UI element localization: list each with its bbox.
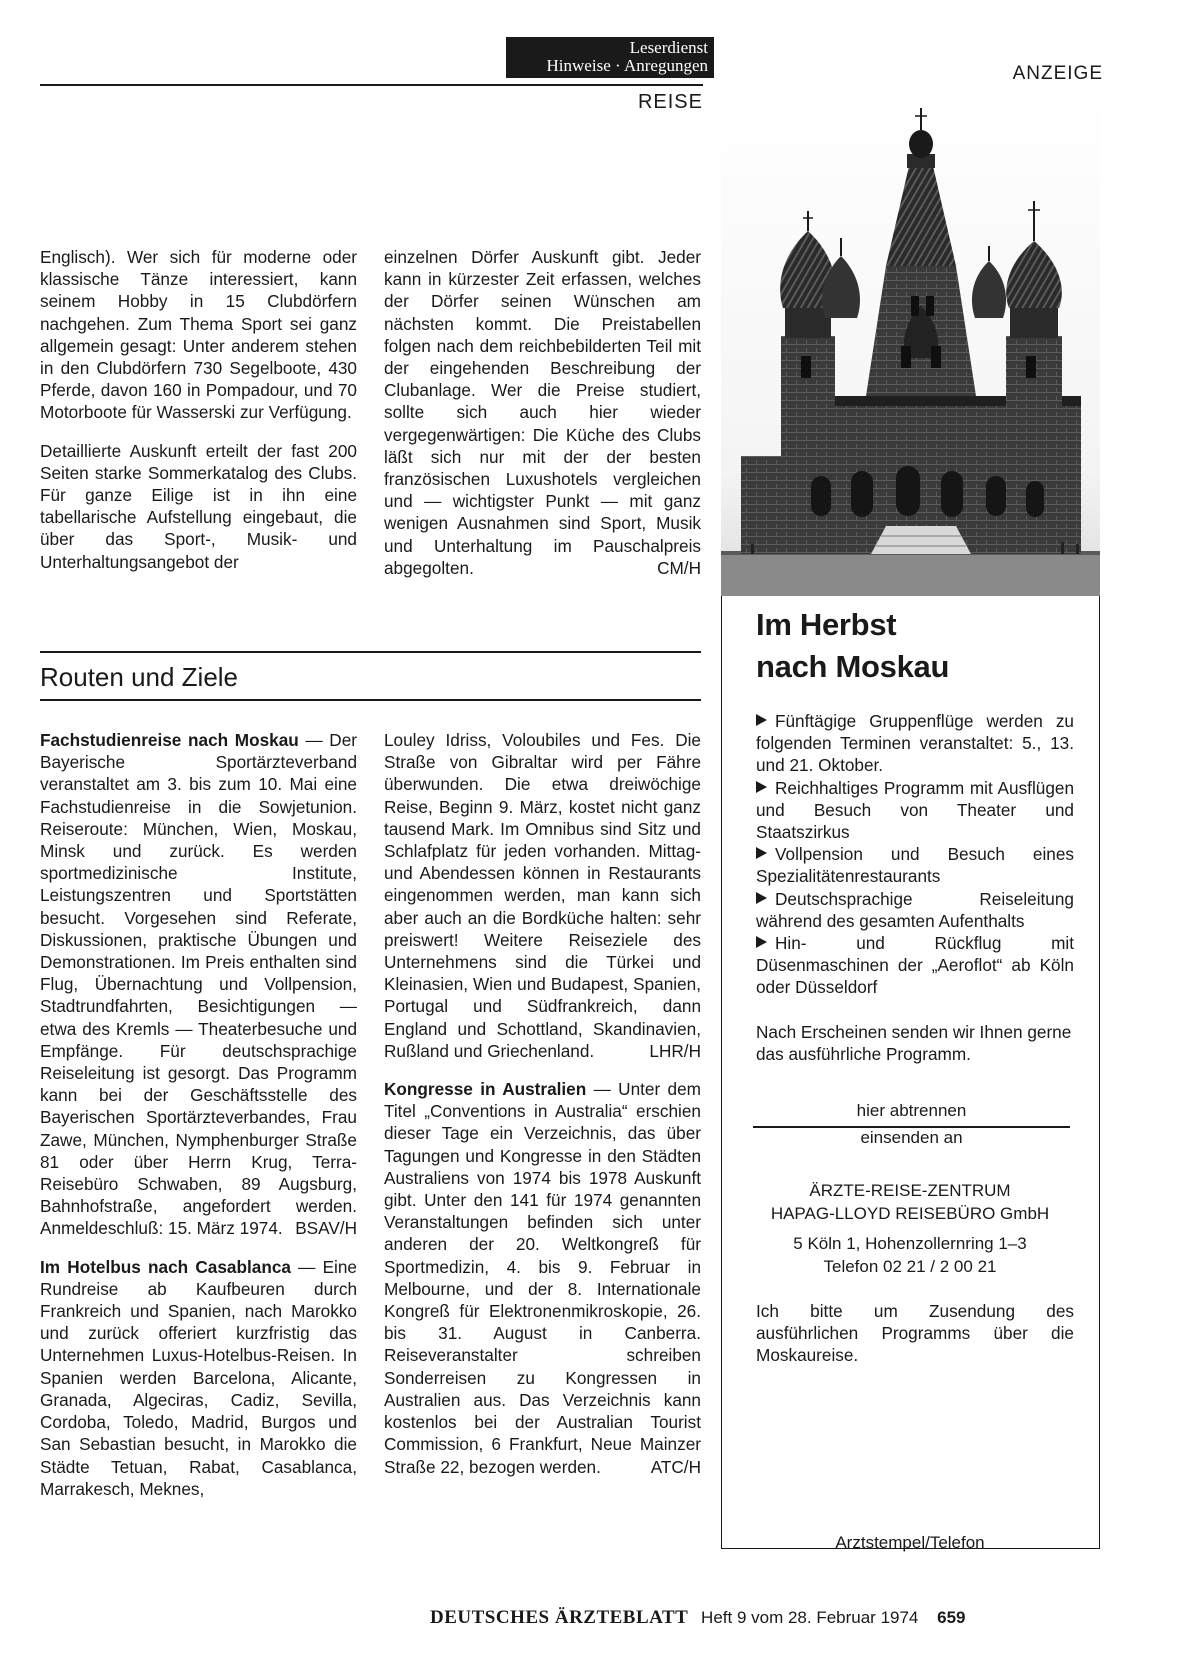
article-body: Der Bayerische Sportärzteverband veranstaltet am 3. bis zum 10. Mai eine Fachstudienreise in die Sowjetunion. Reiseroute: München, Wien, Moskau, Minsk und zurück. Es werden sportmedizinische Institute, Leistungszentren und Sportstätten besucht. Vorgesehen sind Referate, Diskussionen, praktische Übungen und Demonstrationen. Im Preis enthalten sind Flug, Übernachtung und Vollpension, Stadtrundfahrten, Besichtigungen — etwa des Kremls — Theaterbesuche und Empfänge. Für deutschsprachige Reiseleitung ist gesorgt. Das Programm kann bei der Geschäftsstelle des Bayerischen Sportärzteverbandes, Frau Zawe, München, Nymphenburger Straße 81 oder über Herrn Krug, Terra-Reisebüro Schwaben, 89 Augsburg, Bahnhofstraße, angefordert werden. Anmeldeschluß: 15. März 1974. bbox=[40, 730, 357, 1239]
articles-left-column bbox=[40, 729, 357, 1516]
article-australien: Kongresse in Australien — Unter dem Titel „Conventions in Australia“ erschien dieser Tage ein Verzeichnis, das über Tagungen und Kongresse in den Städten Australiens von 1974 bis 1978 Auskunft gibt. Unter den 141 für 1974 genannten Veranstaltungen befinden sich unter anderen der 20. Weltkongreß für Sportmedizin, 4. bis 9. Februar in Melbourne, und der 8. Internationale Kongreß für Elektronenmikroskopie, 26. bis 31. August in Canberra. Reiseveranstalter schreiben Sonderreisen zu Kongressen in Australien aus. Das Verzeichnis kann kostenlos bei der Australian Tourist Commission, 6 Frankfurt, Neue Mainzer Straße 22, bezogen werden. ATC/H bbox=[384, 1079, 701, 1477]
author-signature: LHR/H bbox=[649, 1040, 701, 1061]
service-line-2: Hinweise · Anregungen bbox=[546, 56, 708, 75]
ad-title-line-2: nach Moskau bbox=[756, 649, 950, 684]
article-body: Louley Idriss, Voloubiles und Fes. Die Straße von Gibraltar wird per Fähre überwunden. Die etwa dreiwöchige Reise, Beginn 9. März, kostet nicht ganz tausend Mark. Im Omnibus sind Sitz und Schlafplatz für jeden vorhanden. Mittag- und Abendessen können in Restaurants eingenommen werden, man kann sich aber auch an die Bordküche halten: sehr preiswert! Weitere Reiseziele des Unternehmens sind die Türkei und Kleinasien, Wien und Budapest, Spanien, Portugal und Südfrankreich, dann England und Schottland, Skandinavien, Rußland und Griechenland. bbox=[384, 730, 701, 1061]
company-address: 5 Köln 1, Hohenzollernring 1–3 bbox=[793, 1234, 1027, 1253]
triangle-bullet-icon bbox=[756, 714, 767, 726]
service-line-1: Leserdienst bbox=[629, 38, 708, 57]
article-body: Unter dem Titel „Conventions in Australia“ erschien dieser Tage ein Verzeichnis, das über Tagungen und Kongresse in den Städten Australiens von 1974 bis 1978 Auskunft gibt. Unter den 141 für 1974 genannten Veranstaltungen befinden sich unter anderen der 20. Weltkongreß für Sportmedizin, 4. bis 9. Februar in Melbourne, und der 8. Internationale Kongreß für Elektronenmikroskopie, 26. bis 31. August in Canberra. Reiseveranstalter schreiben Sonderreisen zu Kongressen in Australien aus. Das Verzeichnis kann kostenlos bei der Australian Tourist Commission, 6 Frankfurt, Neue Mainzer Straße 22, bezogen werden. bbox=[384, 1079, 701, 1477]
section-rule-bottom bbox=[40, 699, 701, 701]
triangle-bullet-icon bbox=[756, 847, 767, 859]
section-label: REISE bbox=[637, 91, 703, 113]
company-block bbox=[740, 1180, 1080, 1278]
section-rule-top bbox=[40, 651, 701, 653]
page-number: 659 bbox=[937, 1608, 966, 1627]
article-title: Fachstudienreise nach Moskau bbox=[40, 730, 299, 750]
ad-bullet-list bbox=[756, 710, 1074, 1065]
triangle-bullet-icon bbox=[756, 781, 767, 793]
st-basils-cathedral-image bbox=[721, 96, 1100, 596]
ad-label: ANZEIGE bbox=[1012, 63, 1103, 84]
triangle-bullet-icon bbox=[756, 936, 767, 948]
ad-title-line-1: Im Herbst bbox=[756, 607, 897, 642]
request-text: Ich bitte um Zusendung des ausführlichen Programms über die Moskaureise. bbox=[756, 1301, 1074, 1366]
cathedral-photo bbox=[721, 96, 1100, 596]
journal-name: DEUTSCHES ÄRZTEBLATT bbox=[430, 1607, 689, 1628]
top-right-column bbox=[384, 246, 701, 579]
top-left-column bbox=[40, 246, 357, 589]
ad-note: Nach Erscheinen senden wir Ihnen gerne das ausführliche Programm. bbox=[756, 1021, 1072, 1064]
header-rule bbox=[40, 84, 703, 86]
cut-label: hier abtrennen bbox=[856, 1101, 967, 1120]
paragraph: einzelnen Dörfer Auskunft gibt. Jeder kann in kürzester Zeit erfassen, welches der Dörfer seinen Wünschen am nächsten kommt. Die Preistabellen folgen nach dem reichbebilderten Teil mit der eingehenden Beschreibung der Clubanlage. Wer die Preise studiert, sollte sich auch hier wieder vergegenwärtigen: Die Küche des Clubs läßt sich nur mit der der besten französischen Luxushotels vergleichen und — wichtigster Punkt — mit ganz wenigen Ausnahmen sind Sport, Musik und Unterhaltung im Pauschalpreis abgegolten. bbox=[384, 247, 701, 578]
article-title: Kongresse in Australien bbox=[384, 1079, 587, 1100]
company-name: ÄRZTE-REISE-ZENTRUM bbox=[809, 1181, 1011, 1200]
stamp-label: Arztstempel/Telefon bbox=[835, 1533, 985, 1552]
footer bbox=[430, 1604, 1110, 1632]
send-label: einsenden an bbox=[860, 1128, 963, 1147]
ad-bullet: Deutschsprachige Reiseleitung während des gesamten Aufenthalts bbox=[756, 888, 1074, 931]
article-moskau: Fachstudienreise nach Moskau — Der Bayerische Sportärzteverband veranstaltet am 3. bis zum 10. Mai eine Fachstudienreise in die Sowjetunion. Reiseroute: München, Wien, Moskau, Minsk und zurück. Es werden sportmedizinische Institute, Leistungszentren und Sportstätten besucht. Vorgesehen sind Referate, Diskussionen, praktische Übungen und Demonstrationen. Im Preis enthalten sind Flug, Übernachtung und Vollpension, Stadtrundfahrten, Besichtigungen — etwa des Kremls — Theaterbesuche und Empfänge. Für deutschsprachige Reiseleitung ist gesorgt. Das Programm kann bei der Geschäftsstelle des Bayerischen Sportärzteverbandes, Frau Zawe, München, Nymphenburger Straße 81 oder über Herrn Krug, Terra-Reisebüro Schwaben, 89 Augsburg, Bahnhofstraße, angefordert werden. Anmeldeschluß: 15. März 1974. BSAV/H bbox=[40, 730, 357, 1239]
articles-right-column bbox=[384, 729, 701, 1494]
paragraph: Englisch). Wer sich für moderne oder klassische Tänze interessiert, kann seinem Hobby in 15 Clubdörfern nachgehen. Zum Thema Sport sei ganz allgemein gesagt: Unter anderem stehen in den Clubdörfern 730 Segelboote, 430 Pferde, davon 160 in Pompadour, und 70 Motorboote für Wasserski zur Verfügung. bbox=[40, 247, 357, 423]
ad-bullet: Hin- und Rückflug mit Düsenmaschinen der „Aeroflot“ ab Köln oder Düsseldorf bbox=[756, 933, 1074, 998]
service-header-box bbox=[506, 37, 714, 78]
author-signature: ATC/H bbox=[650, 1456, 701, 1477]
author-signature: CM/H bbox=[657, 557, 701, 578]
ad-bullet: Vollpension und Besuch eines Spezialitätenrestaurants bbox=[756, 844, 1074, 887]
article-title: Im Hotelbus nach Casablanca bbox=[40, 1256, 291, 1277]
ad-bullet: Reichhaltiges Programm mit Ausflügen und Besuch von Theater und Staatszirkus bbox=[756, 777, 1074, 843]
paragraph: Detaillierte Auskunft erteilt der fast 200 Seiten starke Sommerkatalog des Clubs. Für ganze Eilige ist in ihn eine tabellarische Aufstellung eingebaut, die über das Sport-, Musik- und Unterhaltungsangebot der bbox=[40, 440, 357, 572]
triangle-bullet-icon bbox=[756, 892, 767, 904]
issue-info: Heft 9 vom 28. Februar 1974 bbox=[701, 1608, 919, 1627]
section-title: Routen und Ziele bbox=[40, 662, 239, 692]
ad-bullet: Fünftägige Gruppenflüge werden zu folgenden Terminen veranstaltet: 5., 13. und 21. Oktober. bbox=[756, 711, 1074, 776]
article-body: Eine Rundreise ab Kaufbeuren durch Frankreich und Spanien, nach Marokko und zurück offeriert kurzfristig das Unternehmen Luxus-Hotelbus-Reisen. In Spanien werden Barcelona, Alicante, Granada, Algeciras, Cadiz, Sevilla, Cordoba, Toledo, Madrid, Burgos und San Sebastian besucht, in Marokko die Städte Tetuan, Rabat, Casablanca, Marrakesch, Meknes, bbox=[40, 1256, 357, 1499]
author-signature: BSAV/H bbox=[295, 1218, 357, 1239]
article-casablanca-continued bbox=[384, 729, 701, 1062]
company-phone: Telefon 02 21 / 2 00 21 bbox=[823, 1256, 997, 1276]
ad-title bbox=[756, 604, 1086, 688]
company-subname: HAPAG-LLOYD REISEBÜRO GmbH bbox=[770, 1203, 1050, 1223]
article-casablanca: Im Hotelbus nach Casablanca — Eine Rundreise ab Kaufbeuren durch Frankreich und Spanien, nach Marokko und zurück offeriert kurzfristig das Unternehmen Luxus-Hotelbus-Reisen. In Spanien werden Barcelona, Alicante, Granada, Algeciras, Cadiz, Sevilla, Cordoba, Toledo, Madrid, Burgos und San Sebastian besucht, in Marokko die Städte Tetuan, Rabat, Casablanca, Marrakesch, Meknes, bbox=[40, 1256, 357, 1499]
